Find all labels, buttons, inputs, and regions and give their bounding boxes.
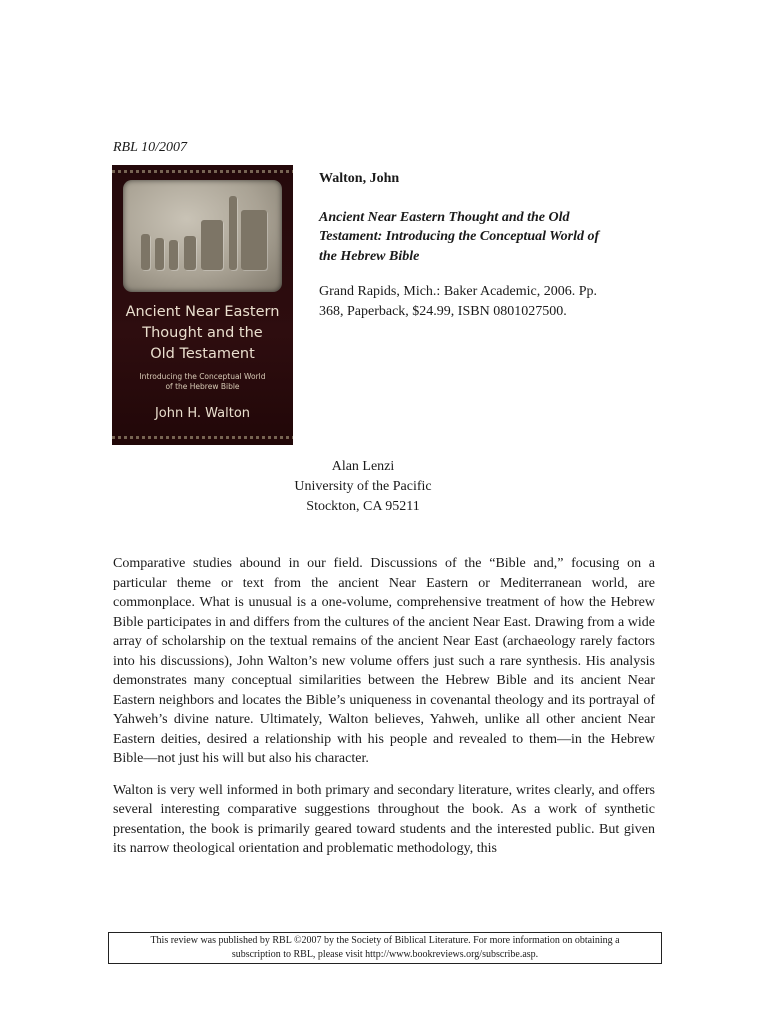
book-metadata [319,166,619,321]
cover-top-border [112,170,293,173]
cover-subtitle: Introducing the Conceptual World of the Hebrew Bible [139,372,266,391]
review-body [113,554,655,871]
review-paragraph: Walton is very well informed in both primary and secondary literature, writes clearly, and offers several interesting comparative suggestions throughout the book. As a work of synthetic presentation, the book is primarily geared toward students and the interested public. But given its narrow theological orientation and problematic methodology, this [113,782,655,856]
book-title: Ancient Near Eastern Thought and the Old Testament: Introducing the Conceptual World of the Hebrew Bible [319,209,600,264]
cover-tablet-relief [123,180,282,292]
book-publication: Grand Rapids, Mich.: Baker Academic, 2006. Pp. 368, Paperback, $24.99, ISBN 0801027500. [319,284,598,319]
reviewer-institution: University of the Pacific [294,479,432,494]
issue-label: RBL 10/2007 [113,140,188,155]
copyright-footer [108,932,662,964]
reviewer-location: Stockton, CA 95211 [306,499,420,514]
cover-title: Ancient Near Eastern Thought and the Old Testament [125,304,280,362]
footer-line: subscription to RBL, please visit http://www.bookreviews.org/subscribe.asp. [231,949,539,960]
book-author: Walton, John [319,171,400,186]
reviewer-block [0,457,726,517]
cover-author: John H. Walton [154,406,251,421]
review-paragraph: Comparative studies abound in our field. Discussions of the “Bible and,” focusing on a particular theme or text from the ancient Near Eastern or Mediterranean world, are commonplace. What is unusual is a one-volume, comprehensive treatment of how the Hebrew Bible participates in and differs from the cultures of the ancient Near East. Drawing from a wide array of scholarship on the textual remains of the ancient Near East (archaeology rarely factors into his discussions), John Walton’s new volume offers just such a rare synthesis. His analysis demonstrates many conceptual similarities between the Hebrew Bible and its ancient Near Eastern neighbors and locates the Bible’s uniqueness in covenantal theology and its portrayal of Yahweh’s divine nature. Ultimately, Walton believes, Yahweh, unlike all other ancient Near Eastern deities, desired a relationship with his people and revealed to them—in the Hebrew Bible—not just his will but also his character. [113,556,655,766]
reviewer-name: Alan Lenzi [331,459,395,474]
cover-bottom-border [112,436,293,439]
book-cover-image [112,165,293,445]
footer-line: This review was published by RBL ©2007 by the Society of Biblical Literature. For more information on obtaining a [150,935,620,946]
